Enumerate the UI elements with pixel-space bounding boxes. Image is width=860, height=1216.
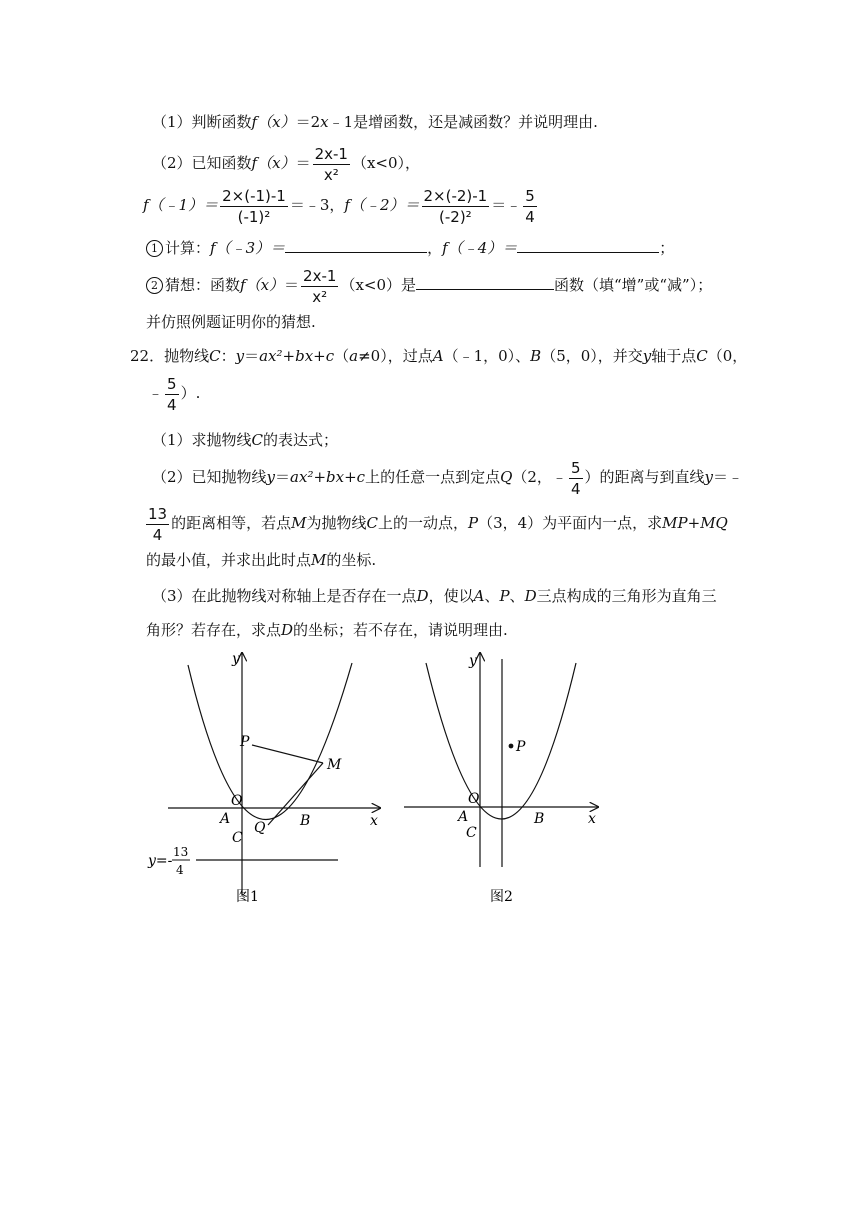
q22-p2a-y2: y [704, 468, 713, 486]
q21-s2-eq: ＝ [284, 276, 300, 294]
q22-p2b-t3: 上的一动点， [377, 514, 468, 532]
q22-p2b-num: 13 [148, 504, 168, 523]
q21-s1-sep: ， [427, 239, 443, 257]
q22-part2b [144, 500, 728, 546]
q22-l2-num: 5 [167, 374, 177, 393]
q21-ex-b-den: (-2)² [439, 207, 472, 226]
q22-l2-end: ）. [180, 384, 201, 402]
q22-p2b-MP: MP+MQ [662, 514, 728, 532]
q21-p1-tail: ﹣1是增函数，还是减函数？并说明理由. [328, 113, 598, 131]
fig2-B-label: B [534, 811, 545, 827]
point-P [509, 744, 514, 749]
fig1-y-label: y [232, 651, 240, 667]
q22-p3a-D2: D [524, 587, 537, 605]
q22-l1-expr: ax²+bx+c [259, 347, 335, 365]
figure-2 [398, 645, 608, 910]
q22-line2 [148, 370, 200, 416]
fig2-C-label: C [466, 825, 477, 841]
q22-p2c-t2: 的坐标. [326, 551, 377, 569]
q21-s2-cond: （x<0）是 [340, 276, 417, 294]
q21-s2-lead: 猜想：函数 [165, 276, 241, 294]
q22-l1-yaxis: y [642, 347, 652, 365]
q22-p2b-den: 4 [152, 525, 163, 544]
fig1-line-num: 13 [173, 845, 189, 859]
q21-step3 [146, 312, 316, 332]
q22-p3a-t5: 三点构成的三角形为直角三 [536, 587, 717, 605]
fig2-x-label: x [588, 811, 596, 827]
q22-p2a-eq: ＝ [275, 468, 291, 486]
q21-ex-a-den: (-1)² [237, 207, 271, 226]
q21-ex-b-fraction [422, 187, 490, 226]
q22-p1-C: C [251, 431, 264, 449]
q21-part2 [152, 140, 420, 186]
q22-p2b-M: M [291, 514, 307, 532]
q21-ex-a-res: ＝﹣3， [289, 196, 345, 214]
q22-l1-t4: （ [334, 347, 350, 365]
q22-part3a [152, 586, 717, 606]
fig2-O-label: O [468, 791, 480, 807]
q21-ex-b-lead: f（﹣2）＝ [344, 196, 420, 214]
q21-s1-f4: f（﹣4）＝ [442, 239, 518, 257]
q22-l2-den: 4 [167, 395, 177, 414]
q22-p2a-y: y [266, 468, 276, 486]
figure-1 [140, 645, 390, 910]
q21-ex-b-fnum: 5 [525, 186, 535, 205]
fig1-line-label: y=- [148, 853, 173, 869]
fig2-A-label: A [458, 809, 469, 825]
q22-l1-a2: a [349, 347, 359, 365]
q21-part1 [152, 112, 598, 132]
q22-p2a-t1: 上的任意一点到定点 [365, 468, 501, 486]
q22-p2a-lead: （2）已知抛物线 [152, 468, 267, 486]
q22-l1-t7: （5，0），并交 [541, 347, 643, 365]
q21-p1-x: x [320, 113, 329, 131]
q22-p2a-t3: ）的距离与到直线 [584, 468, 705, 486]
q22-part1 [152, 430, 338, 450]
q22-p2a-num: 5 [570, 458, 581, 477]
q21-s3-text: 并仿照例题证明你的猜想. [146, 313, 316, 331]
q22-l1-t9: （0， [707, 347, 748, 365]
fig1-O-label: O [231, 793, 243, 809]
q21-s2-fx: f（x） [240, 276, 285, 294]
q22-part2c [146, 550, 376, 570]
q21-p2-fraction [313, 145, 350, 184]
parabola [426, 663, 576, 819]
fig1-line-den: 4 [176, 863, 184, 877]
q21-s2-fraction [301, 267, 338, 306]
q21-p2-fx: f（x） [251, 154, 296, 172]
fig2-caption: 图2 [490, 889, 513, 905]
q21-ex-b-res: ＝﹣ [491, 196, 522, 214]
q22-p2a-t2: （2， [512, 468, 552, 486]
q21-s2-tail: 函数（填“增”或“减”）； [554, 276, 713, 294]
q22-p2a-den: 4 [570, 479, 581, 498]
fig1-A-label: A [220, 811, 231, 827]
fig1-Q-label: Q [254, 820, 266, 836]
q21-s1-circle: 1 [146, 240, 163, 257]
q22-p2c-M: M [311, 551, 327, 569]
q22-p2b-P: P [467, 514, 479, 532]
q22-p3a-text: （3）在此抛物线对称轴上是否存在一点 [152, 587, 417, 605]
segment-PM [252, 745, 323, 763]
q22-p2b-t2: 为抛物线 [306, 514, 367, 532]
parabola [188, 663, 352, 820]
q21-examples [143, 182, 539, 228]
q21-p1-mid: ＝2 [295, 113, 321, 131]
q22-p2c-t1: 的最小值，并求出此时点 [146, 551, 312, 569]
q21-s1-end: ； [659, 239, 675, 257]
q22-p2a-neg: ﹣ [551, 468, 567, 486]
q21-s2-circle: 2 [146, 277, 163, 294]
q21-p2-den: x² [323, 165, 339, 184]
answer-blank[interactable] [517, 238, 659, 253]
q22-p1-tail: 的表达式； [263, 431, 339, 449]
q22-p2b-fraction [146, 505, 169, 544]
q22-l2-neg: ﹣ [148, 384, 164, 402]
q22-p1-lead: （1）求抛物线 [152, 431, 252, 449]
q21-p1-fx: f（x） [251, 113, 296, 131]
q22-p2a-Q: Q [500, 468, 513, 486]
q21-ex-a-fraction [220, 187, 288, 226]
fig2-P-label: P [516, 739, 526, 755]
q22-number: 22． [130, 347, 165, 365]
q21-p2-num: 2x-1 [314, 144, 348, 163]
fig1-caption: 图1 [236, 889, 259, 905]
q22-l2-fraction [165, 375, 179, 414]
q22-p3b-text: 角形？若存在，求点 [146, 621, 282, 639]
q22-p2b-C: C [366, 514, 378, 532]
fig1-C-label: C [232, 830, 243, 846]
q21-s1-f3: f（﹣3）＝ [210, 239, 286, 257]
q22-l1-t8: 轴于点 [651, 347, 697, 365]
q22-l1-C: C [209, 347, 221, 365]
q21-p1-lead: （1）判断函数 [152, 113, 252, 131]
q22-l1-C2: C [696, 347, 708, 365]
fig2-y-label: y [469, 653, 477, 669]
answer-blank[interactable] [285, 238, 427, 253]
q22-l1-t3: ＝ [244, 347, 260, 365]
q22-l1-B: B [530, 347, 542, 365]
q21-ex-a-lead: f（﹣1）＝ [143, 196, 219, 214]
q21-s1-lead: 计算： [165, 239, 211, 257]
q22-p3a-A: A [473, 587, 485, 605]
q21-step2 [146, 262, 712, 308]
q22-p3a-t3: 、 [484, 587, 500, 605]
q22-p3b-t2: 的坐标；若不存在，请说明理由. [293, 621, 508, 639]
q22-p3a-D: D [416, 587, 429, 605]
answer-blank[interactable] [416, 275, 554, 290]
fig1-P-label: P [240, 734, 250, 750]
segment-QM [268, 763, 323, 825]
q21-p2-lead: （2）已知函数 [152, 154, 252, 172]
q21-p2-cond: （x<0）， [351, 154, 421, 172]
q22-l1-y: y [235, 347, 245, 365]
fig1-B-label: B [300, 813, 311, 829]
q21-ex-b-result-fraction [523, 187, 537, 226]
fig1-x-label: x [370, 813, 378, 829]
q21-step1 [146, 238, 674, 258]
q22-line1 [130, 346, 747, 366]
q22-p3a-t4: 、 [509, 587, 525, 605]
q21-ex-b-num: 2×(-2)-1 [423, 186, 488, 205]
q21-ex-b-fden: 4 [525, 207, 535, 226]
q22-p3b-D: D [281, 621, 294, 639]
q22-p2b-t1: 的距离相等，若点 [171, 514, 292, 532]
fig1-M-label: M [327, 757, 342, 773]
q22-l1-t5: ≠0），过点 [358, 347, 433, 365]
q22-part3b [146, 620, 508, 640]
q22-l1-t2: ： [220, 347, 236, 365]
q21-s2-num: 2x-1 [303, 266, 337, 285]
q21-s2-den: x² [312, 287, 328, 306]
q22-l1-t6: （﹣1，0）、 [443, 347, 531, 365]
q22-p3a-P: P [499, 587, 510, 605]
q21-ex-a-num: 2×(-1)-1 [222, 186, 286, 205]
q22-p2a-t4: ＝﹣ [713, 468, 744, 486]
q22-p2a-expr: ax²+bx+c [290, 468, 366, 486]
q21-p2-eq: ＝ [295, 154, 311, 172]
q22-p3a-t2: ，使以 [428, 587, 474, 605]
q22-l1-A: A [432, 347, 444, 365]
q22-p2b-t4: （3，4）为平面内一点，求 [478, 514, 663, 532]
q22-part2a [152, 454, 743, 500]
q22-l1-t1: 抛物线 [164, 347, 210, 365]
q22-p2a-fraction [569, 459, 583, 498]
